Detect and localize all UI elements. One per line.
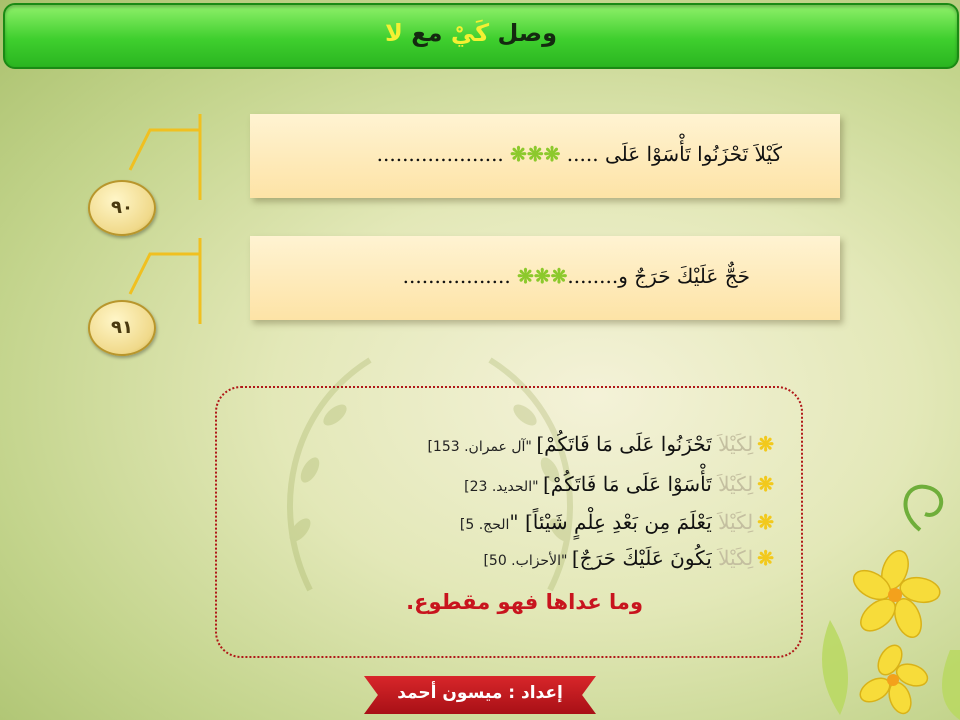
exercise-text [377, 142, 782, 166]
credit-text: إعداد : ميسون أحمد [397, 683, 563, 703]
title-main: وصل [489, 19, 557, 47]
flower-bullet-icon: ❋ [757, 546, 774, 570]
line-number-badge: ٩٠ [88, 180, 156, 236]
flower-bullet-icon: ❋ [757, 510, 774, 534]
verse-prefix: لِكَيْلاَ [718, 472, 754, 496]
title-la: لا [385, 19, 403, 47]
slide-title [385, 19, 557, 47]
verse-line [427, 432, 774, 456]
verse-source: "آل عمران. 153] [427, 439, 537, 455]
line-number-badge: ٩١ [88, 300, 156, 356]
verse-prefix: لِكَيْلاَ [718, 432, 754, 456]
verse-source: الحج. 5] [459, 517, 510, 533]
flower-decoration-icon [800, 470, 960, 720]
title-mid: مع [402, 19, 451, 47]
flower-icon: ❋❋❋ [510, 142, 561, 166]
verse-line [464, 472, 774, 496]
verse-prefix: لِكَيْلاَ [718, 510, 754, 534]
title-kay: كَيْ [450, 19, 490, 47]
blank-dots: .................... [376, 142, 511, 166]
exercise-text-part: كَيْلاَ تَحْزَنُوا تَأْسَوْا عَلَى ..... [560, 142, 782, 166]
exercise-text-part: حَجٌّ عَلَيْكَ حَرَجٌ و........ [567, 264, 750, 288]
title-bar [3, 3, 959, 69]
blank-dots: ................. [402, 264, 518, 288]
verse-line [483, 546, 774, 570]
verse-body: تَحْزَنُوا عَلَى مَا فَاتَكُمْ] [536, 432, 719, 456]
exercise-card [250, 114, 840, 198]
conclusion-text: وما عداها فهو مقطوع. [406, 590, 643, 614]
verse-source: "الأحزاب. 50] [483, 553, 572, 569]
flower-icon: ❋❋❋ [517, 264, 568, 288]
exercise-card [250, 236, 840, 320]
flower-bullet-icon: ❋ [757, 432, 774, 456]
exercise-text [403, 264, 750, 288]
verse-body: تَأْسَوْا عَلَى مَا فَاتَكُمْ] [542, 472, 719, 496]
verse-body: يَكُونَ عَلَيْكَ حَرَجٌ] [571, 546, 719, 570]
flower-bullet-icon: ❋ [757, 472, 774, 496]
verse-source: "الحديد. 23] [464, 479, 543, 495]
verse-line [460, 510, 774, 534]
verse-prefix: لِكَيْلاَ [718, 546, 754, 570]
verse-body: يَعْلَمَ مِن بَعْدِ عِلْمٍ شَيْئاً] " [509, 510, 719, 534]
